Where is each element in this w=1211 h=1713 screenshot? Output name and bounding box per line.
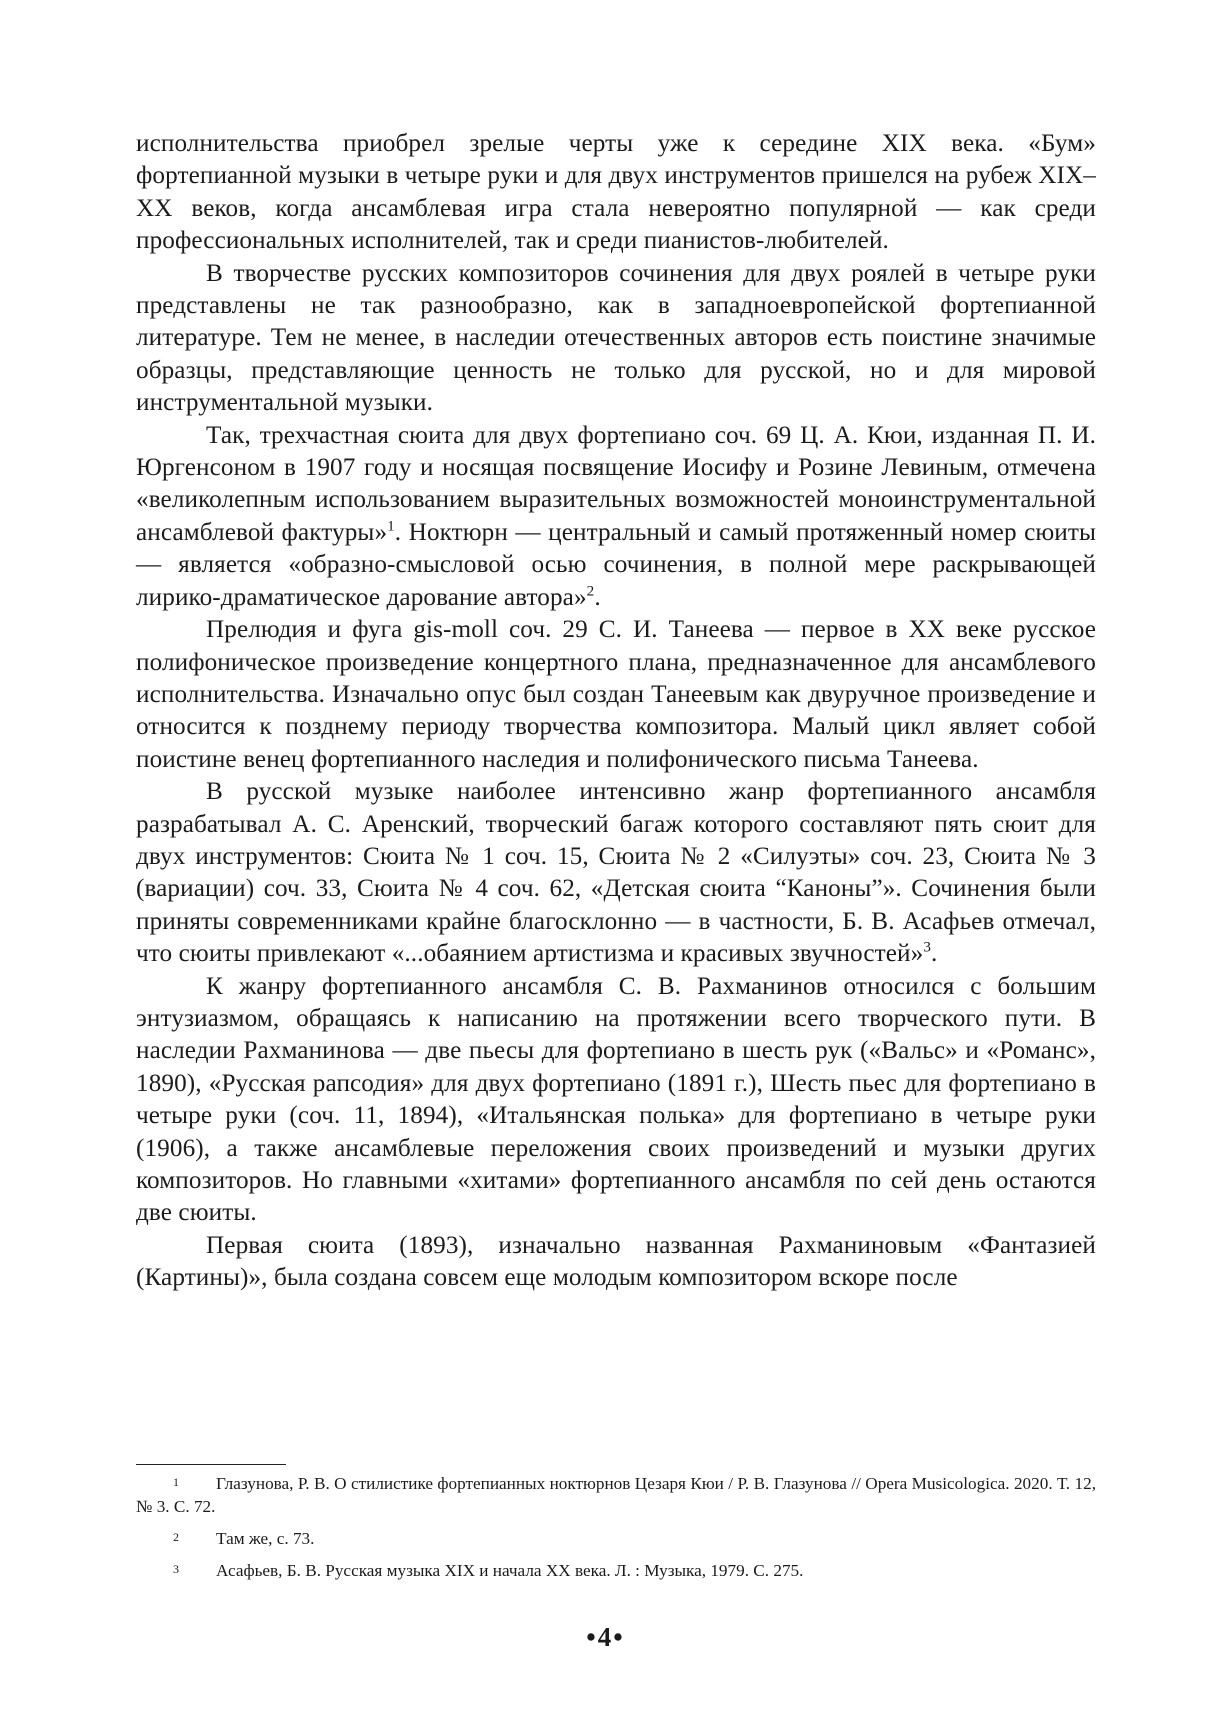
- paragraph-3-text: Так, трехчастная сюита для двух фортепиано соч. 69 Ц. А. Кюи, изданная П. И. Юргенсоном в 1907 году и носящая посвящение Иосифу и Розине Левиным, отмечена «великолепным использованием выразительных возможностей моноинструментальной ансамблевой фактуры»: [136, 421, 1096, 546]
- paragraph-3: [136, 420, 1096, 614]
- paragraph-4-text: Прелюдия и фуга gis-moll соч. 29 С. И. Танеева — первое в XX веке русское полифоническое произведение концертного плана, предназначенное для ансамблевого исполнительства. Изначально опус был создан Танеевым как двуручное произведение и относится к позднему периоду творчества композитора. Малый цикл являет собой поистине венец фортепианного наследия и полифонического письма Танеева.: [136, 616, 1096, 773]
- paragraph-1-text: исполнительства приобрел зрелые черты уже к середине XIX века. «Бум» фортепианной музыки в четыре руки и для двух инструментов пришелся на рубеж XIX–XX веков, когда ансамблевая игра стала невероятно популярной — как среди профессиональных исполнителей, так и среди пианистов-любителей.: [136, 130, 1096, 255]
- paragraph-7-text: Первая сюита (1893), изначально названная Рахманиновым «Фантазией (Картины)», была создана совсем еще молодым композитором вскоре после: [136, 1231, 1096, 1292]
- paragraph-1: [136, 128, 1096, 258]
- footnote-number: 1: [173, 1475, 179, 1489]
- paragraph-6-text: К жанру фортепианного ансамбля С. В. Рахманинов относился с большим энтузиазмом, обращаясь к написанию на протяжении всего творческого пути. В наследии Рахманинова — две пьесы для фортепиано в шесть рук («Вальс» и «Романс», 1890), «Русская рапсодия» для двух фортепиано (1891 г.), Шесть пьес для фортепиано в четыре руки (соч. 11, 1894), «Итальянская полька» для фортепиано в четыре руки (1906), а также ансамблевые переложения своих произведений и музыки других композиторов. Но главными «хитами» фортепианного ансамбля по сей день остаются две сюиты.: [136, 972, 1096, 1227]
- footnote-divider: [136, 1464, 286, 1465]
- footnote-ref-2[interactable]: 2: [586, 583, 595, 600]
- paragraph-2-text: В творчестве русских композиторов сочинения для двух роялей в четыре руки представлены не так разнообразно, как в западноевропейской фортепианной литературе. Тем не менее, в наследии отечественных авторов есть поистине значимые образцы, представляющие ценность не только для русской, но и для мировой инструментальной музыки.: [136, 259, 1096, 417]
- footnote-number: 2: [173, 1530, 179, 1544]
- paragraph-6: [136, 971, 1096, 1230]
- footnote-text: Асафьев, Б. В. Русская музыка XIX и начала XX века. Л. : Музыка, 1979. С. 275.: [216, 1561, 804, 1580]
- paragraph-5: [136, 776, 1096, 970]
- footnote-text: Там же, с. 73.: [216, 1529, 315, 1548]
- footnote-ref-1[interactable]: 1: [387, 518, 395, 535]
- page-number: •4•: [586, 1622, 625, 1652]
- footnote-1: [136, 1472, 1096, 1518]
- paragraph-7: [136, 1230, 1096, 1295]
- main-text: [136, 128, 1096, 1295]
- footnote-text: Глазунова, Р. В. О стилистике фортепианных ноктюрнов Цезаря Кюи / Р. В. Глазунова // Opera Musicologica. 2020. Т. 12, № 3. С. 72.: [136, 1474, 1096, 1516]
- paragraph-4: [136, 614, 1096, 776]
- paragraph-2: [136, 258, 1096, 420]
- paragraph-5-text: В русской музыке наиболее интенсивно жанр фортепианного ансамбля разрабатывал А. С. Аренский, творческий багаж которого составляют пять сюит для двух инструментов: Сюита № 1 соч. 15, Сюита № 2 «Силуэты» соч. 23, Сюита № 3 (вариации) соч. 33, Сюита № 4 соч. 62, «Детская сюита “Каноны”». Сочинения были приняты современниками крайне благосклонно — в частности, Б. В. Асафьев отмечал, что сюиты привлекают «...обаянием артистизма и красивых звучностей»: [136, 778, 1096, 968]
- footnote-number: 3: [173, 1562, 179, 1576]
- paragraph-5-text-end: .: [930, 940, 938, 968]
- footnote-3: [136, 1559, 1096, 1582]
- footnote-2: [136, 1527, 1096, 1550]
- paragraph-3-text-end: .: [594, 583, 601, 611]
- paragraph-3-text-cont: . Ноктюрн — центральный и самый протяженный номер сюиты — является «образно-смысловой осью сочинения, в полной мере раскрывающей лирико-драматическое дарование автора»: [136, 518, 1097, 611]
- footnote-ref-3[interactable]: 3: [923, 939, 931, 956]
- footnotes: [136, 1472, 1096, 1591]
